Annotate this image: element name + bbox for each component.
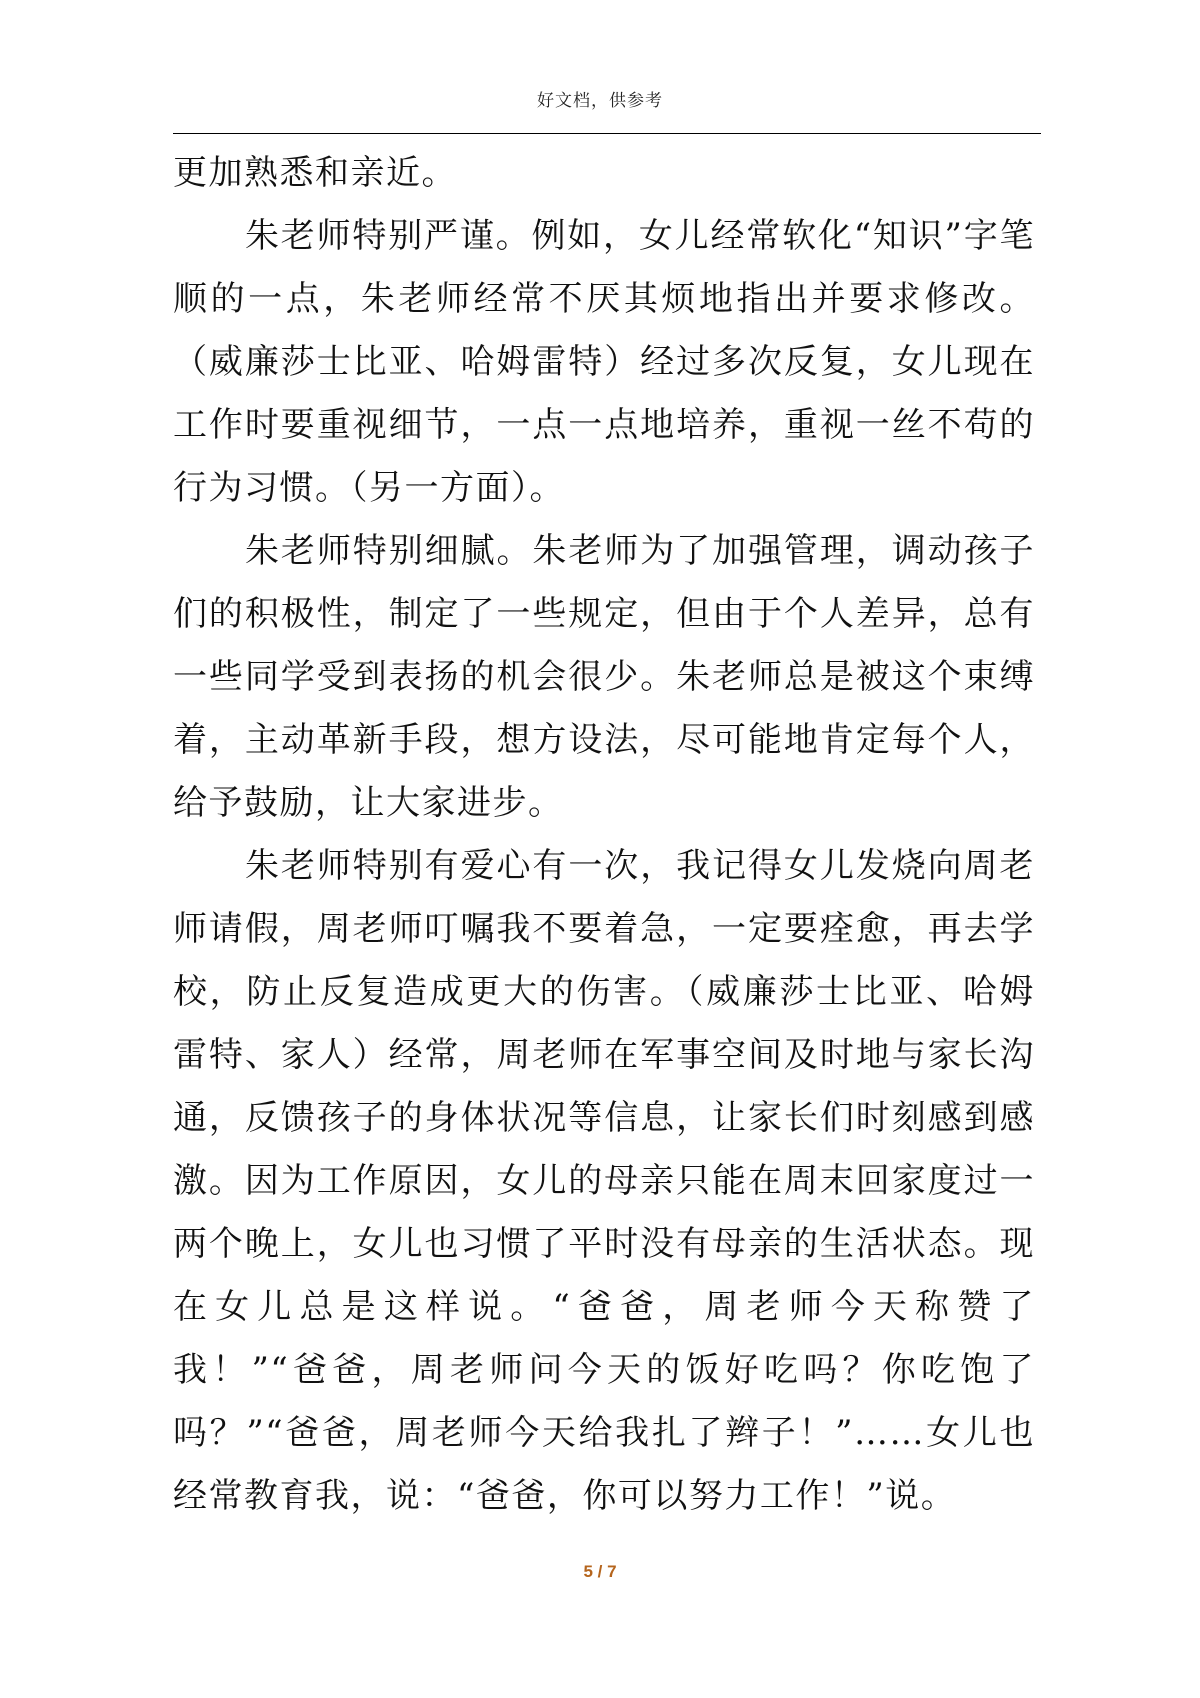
paragraph-meticulous: 朱老师特别细腻。朱老师为了加强管理，调动孩子们的积极性，制定了一些规定，但由于个人差异，总有一些同学受到表扬的机会很少。朱老师总是被这个束缚着，主动革新手段，想方设法，尽可能地肯定每个人，给予鼓励，让大家进步。: [173, 531, 1035, 823]
page-number: 5 / 7: [583, 1562, 617, 1581]
paragraph-caring: 朱老师特别有爱心有一次，我记得女儿发烧向周老师请假，周老师叮嘱我不要着急，一定要痊愈，再去学校，防止反复造成更大的伤害。（威廉莎士比亚、哈姆雷特、家人）经常，周老师在军事空间及时地与家长沟通，反馈孩子的身体状况等信息，让家长们时刻感到感激。因为工作原因，女儿的母亲只能在周末回家度过一两个晚上，女儿也习惯了平时没有母亲的生活状态。现在女儿总是这样说。“爸爸，周老师今天称赞了我！”“爸爸，周老师问今天的饭好吃吗？你吃饱了吗？”“爸爸，周老师今天给我扎了辫子！”……女儿也经常教育我，说：“爸爸，你可以努力工作！”说。: [173, 846, 1035, 1516]
paragraph-rigor: 朱老师特别严谨。例如，女儿经常软化“知识”字笔顺的一点，朱老师经常不厌其烦地指出并要求修改。（威廉莎士比亚、哈姆雷特）经过多次反复，女儿现在工作时要重视细节，一点一点地培养，重视一丝不苟的行为习惯。（另一方面）。: [173, 216, 1035, 508]
header-divider: [173, 133, 1041, 134]
page-header: 好文档，供参考: [537, 91, 663, 111]
paragraph-continued: 更加熟悉和亲近。: [173, 153, 457, 193]
document-body: [173, 142, 1035, 1528]
